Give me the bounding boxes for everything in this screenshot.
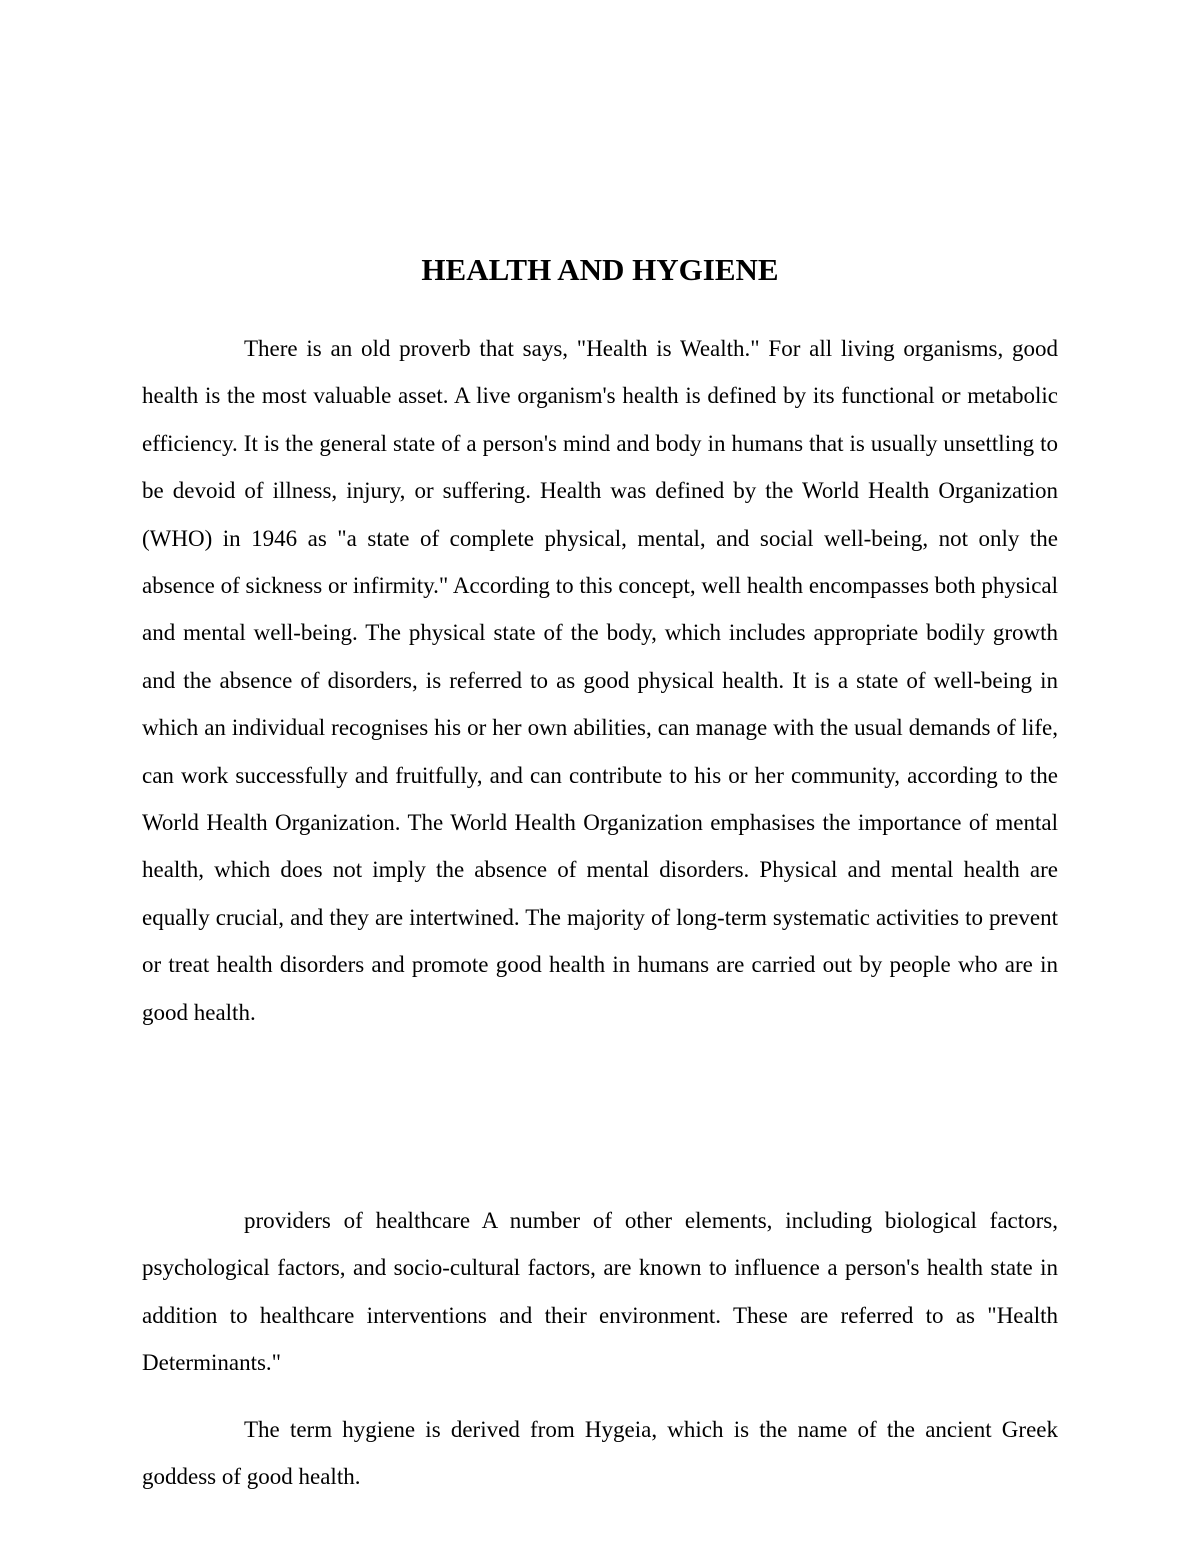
paragraph-hygiene-origin: The term hygiene is derived from Hygeia, which is the name of the ancient Greek goddess of good health. (142, 1417, 1058, 1490)
paragraph-health-definition: There is an old proverb that says, "Health is Wealth." For all living organisms, good health is the most valuable asset. A live organism's health is defined by its functional or metabolic efficiency. It is the general state of a person's mind and body in humans that is usually unsettling to be devoid of illness, injury, or suffering. Health was defined by the World Health Organization (WHO) in 1946 as "a state of complete physical, mental, and social well-being, not only the absence of sickness or infirmity." According to this concept, well health encompasses both physical and mental well-being. The physical state of the body, which includes appropriate bodily growth and the absence of disorders, is referred to as good physical health. It is a state of well-being in which an individual recognises his or her own abilities, can manage with the usual demands of life, can work successfully and fruitfully, and can contribute to his or her community, according to the World Health Organization. The World Health Organization emphasises the importance of mental health, which does not imply the absence of mental disorders. Physical and mental health are equally crucial, and they are intertwined. The majority of long-term systematic activities to prevent or treat health disorders and promote good health in humans are carried out by people who are in good health. (142, 336, 1058, 1025)
paragraph-health-determinants: providers of healthcare A number of other elements, including biological factors, psychological factors, and socio-cultural factors, are known to influence a person's health state in addition to healthcare interventions and their environment. These are referred to as "Health Determinants." (142, 1208, 1058, 1376)
document-title: HEALTH AND HYGIENE (421, 252, 779, 287)
